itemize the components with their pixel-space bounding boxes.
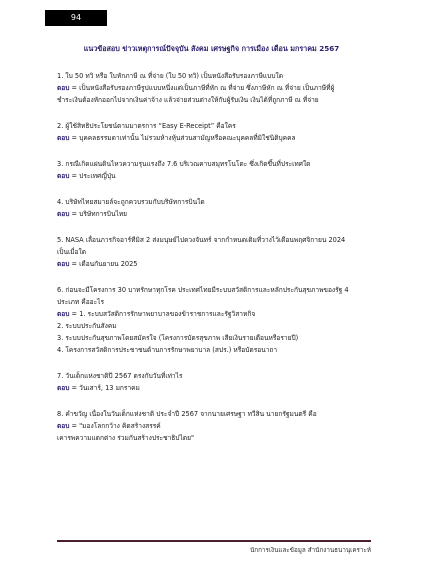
answer-label: ตอบ — [57, 134, 70, 142]
question-text: 5. NASA เลื่อนภารกิจอาร์ทีมิส 2 ส่งมนุษย์ไปดวงจันทร์ จากกำหนดเดิมที่วางไว้เดือนพฤศจิกายน 2024 — [57, 236, 346, 244]
answer-line — [57, 332, 382, 344]
footer-text: นักการเงินและข้อมูล สำนักงานธนานุเคราะห์ — [250, 547, 371, 554]
question-item — [57, 158, 382, 182]
question-text: 2. ผู้ใช้สิทธิประโยชน์ตามมาตรการ “Easy E-Receipt” คือใคร — [57, 122, 236, 130]
answer-line — [57, 258, 382, 270]
answer-line — [57, 94, 382, 106]
answer-line — [57, 420, 382, 432]
question-item — [57, 70, 382, 106]
answer-line — [57, 344, 382, 356]
question-text: 8. คำขวัญ เนื่องในวันเด็กแห่งชาติ ประจำปี 2567 จากนายเศรษฐา ทวีสิน นายกรัฐมนตรี คือ — [57, 410, 317, 418]
question-text: 7. วันเด็กแห่งชาติปี 2567 ตรงกับวันที่เท่าไร — [57, 372, 183, 380]
answer-text: 2. ระบบประกันสังคม — [57, 322, 117, 330]
question-item — [57, 408, 382, 444]
answer-label: ตอบ — [57, 260, 70, 268]
answer-text: = บริษัทการบินไทย — [69, 210, 128, 218]
question-text: 3. กรณีเกิดแผ่นดินไหวความรุนแรงถึง 7.6 บริเวณคาบสมุทรโนโตะ ซึ่งเกิดขึ้นที่ประเทศใด — [57, 160, 311, 168]
answer-text: เคารพความแตกต่าง ร่วมกันสร้างประชาธิปไตย" — [57, 434, 194, 442]
answer-line — [57, 170, 382, 182]
answer-label: ตอบ — [57, 84, 70, 92]
question-list — [57, 70, 382, 458]
answer-text: = วันเสาร์, 13 มกราคม — [69, 384, 140, 392]
answer-label: ตอบ — [57, 422, 70, 430]
question-text: 4. บริษัทไทยสมายล์จะถูกควบรวมกับบริษัทการบินใด — [57, 198, 205, 206]
question-text: เป็นเมื่อใด — [57, 248, 87, 256]
page-number: 94 — [45, 10, 107, 26]
question-item — [57, 196, 382, 220]
answer-text: 4. โครงการสวัสดิการประชาชนด้านการรักษาพยาบาล (สปร.) หรือบัตรอนาถา — [57, 346, 278, 354]
answer-text: = 1. ระบบสวัสดิการรักษาพยาบาลของข้าราชการและรัฐวิสาหกิจ — [69, 310, 256, 318]
question-text: 1. ใบ 50 ทวิ หรือ ใบหักภาษี ณ ที่จ่าย (ใบ 50 ทวิ) เป็นหนังสือรับรองภาษีแบบใด — [57, 72, 284, 80]
answer-line — [57, 132, 382, 144]
answer-line — [57, 320, 382, 332]
question-text: 6. ก่อนจะมีโครงการ 30 บาทรักษาทุกโรค ประเทศไทยมีระบบสวัสดิการและหลักประกันสุขภาพของรัฐ 4 — [57, 286, 349, 294]
answer-text: = เดือนกันยายน 2025 — [69, 260, 138, 268]
answer-line — [57, 208, 382, 220]
answer-label: ตอบ — [57, 172, 70, 180]
answer-label: ตอบ — [57, 210, 70, 218]
answer-text: = เป็นหนังสือรับรองภาษีรูปแบบหนึ่งแต่เป็นภาษีที่หัก ณ ที่จ่าย ซึ่งภาษีหัก ณ ที่จ่าย เป็นภาษีที่ผู้ — [69, 84, 335, 92]
page-title: แนวข้อสอบ ข่าวเหตุการณ์ปัจจุบัน สังคม เศรษฐกิจ การเมือง เดือน มกราคม 2567 — [83, 44, 340, 53]
answer-text: = ประเทศญี่ปุ่น — [69, 172, 116, 180]
answer-line — [57, 308, 382, 320]
question-item — [57, 284, 382, 356]
question-item — [57, 234, 382, 270]
question-item — [57, 370, 382, 394]
answer-label: ตอบ — [57, 310, 70, 318]
question-item — [57, 120, 382, 144]
footer-divider — [57, 540, 371, 542]
question-text: ประเภท คืออะไร — [57, 298, 105, 306]
answer-text: = บุคคลธรรมดาเท่านั้น ไม่รวมห้างหุ้นส่วนสามัญหรือคณะบุคคลที่มิใช่นิติบุคคล — [69, 134, 296, 142]
answer-label: ตอบ — [57, 384, 70, 392]
answer-text: ชำระเงินต้องหักออกไปจากเงินค่าจ้าง แล้วจ่ายส่วนต่างให้กับผู้รับเงิน เงินได้ที่ถูกภาษี ณ ที่จ่าย — [57, 96, 319, 104]
answer-line — [57, 382, 382, 394]
answer-text: 3. ระบบประกันสุขภาพโดยสมัครใจ (โครงการบัตรสุขภาพ เสียเงินรายเดือนหรือรายปี) — [57, 334, 299, 342]
answer-text: = "มองโลกกว้าง คิดสร้างสรรค์ — [69, 422, 161, 430]
answer-line — [57, 82, 382, 94]
answer-line — [57, 432, 382, 444]
